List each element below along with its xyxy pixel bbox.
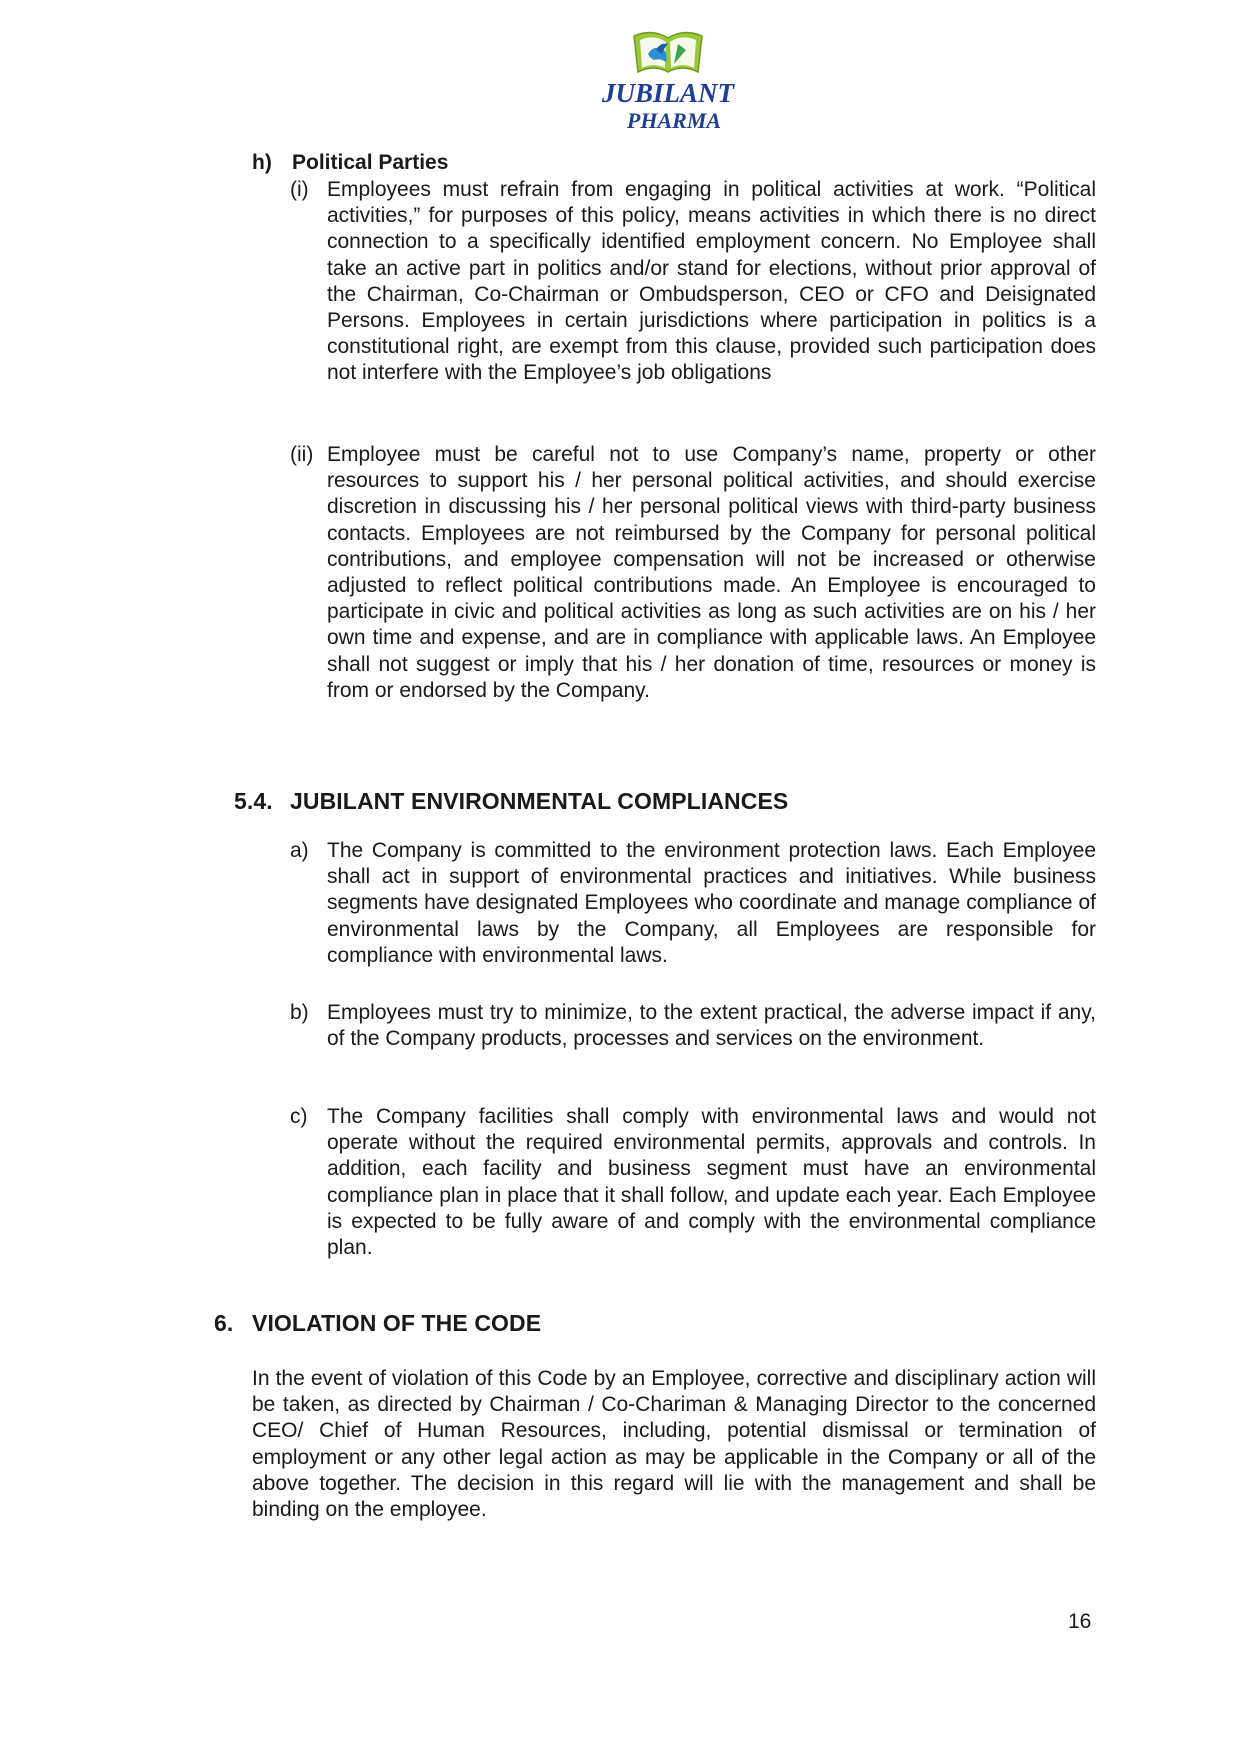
section-h-label: h) <box>252 151 272 174</box>
list-item <box>290 177 1096 387</box>
company-logo <box>594 14 742 142</box>
section-h-heading <box>252 151 448 175</box>
page-number: 16 <box>1068 1610 1092 1633</box>
section-6-paragraph: In the event of violation of this Code by an Employee, corrective and disciplinary action will be taken, as directed by Chairman / Co-Chariman & Managing Director to the concerned CEO/ Chief of Human Resources, including, potential dismissal or termination of employment or any other legal action as may be applicable in the Company or all of the above together. The decision in this regard will lie with the management and shall be binding on the employee. <box>252 1367 1096 1522</box>
list-item-text: Employee must be careful not to use Company’s name, property or other resources to support his / her personal political activities, and should exercise discretion in discussing his / her personal political views with third-party business contacts. Employees are not reimbursed by the Company for personal political contributions, and employee compensation will not be increased or otherwise adjusted to reflect political contributions made. An Employee is encouraged to participate in civic and political activities as long as such activities are on his / her own time and expense, and are in compliance with applicable laws. An Employee shall not suggest or imply that his / her donation of time, resources or money is from or endorsed by the Company. <box>327 443 1096 702</box>
section-6-heading <box>214 1310 541 1337</box>
list-item <box>290 1104 1096 1261</box>
section-number: 5.4. <box>234 788 273 814</box>
svg-text:PHARMA: PHARMA <box>626 108 722 133</box>
section-h-title: Political Parties <box>292 151 449 174</box>
section-title: VIOLATION OF THE CODE <box>252 1310 542 1336</box>
open-book-with-bird-icon <box>594 14 742 142</box>
list-item-label: b) <box>290 1001 309 1024</box>
section-5-4-heading <box>234 788 788 815</box>
list-item <box>290 1000 1096 1052</box>
list-item-label: (ii) <box>290 443 314 466</box>
list-item <box>290 442 1096 704</box>
list-item-text: Employees must try to minimize, to the extent practical, the adverse impact if any, of the Company products, processes and services on the environment. <box>327 1001 1096 1051</box>
section-number: 6. <box>214 1310 234 1336</box>
list-item <box>290 838 1096 969</box>
section-title: JUBILANT ENVIRONMENTAL COMPLIANCES <box>290 788 789 814</box>
list-item-label: a) <box>290 839 309 862</box>
list-item-label: c) <box>290 1105 308 1128</box>
list-item-text: The Company facilities shall comply with environmental laws and would not operate without the required environmental permits, approvals and controls. In addition, each facility and business segment must have an environmental compliance plan in place that it shall follow, and update each year. Each Employee is expected to be fully aware of and comply with the environmental compliance plan. <box>327 1105 1096 1260</box>
list-item-text: Employees must refrain from engaging in political activities at work. “Political activities,” for purposes of this policy, means activities in which there is no direct connection to a specifically identified employment concern. No Employee shall take an active part in politics and/or stand for elections, without prior approval of the Chairman, Co-Chairman or Ombudsperson, CEO or CFO and Deisignated Persons. Employees in certain jurisdictions where participation in politics is a constitutional right, are exempt from this clause, provided such participation does not interfere with the Employee’s job obligations <box>327 178 1096 385</box>
list-item-text: The Company is committed to the environment protection laws. Each Employee shall act in support of environmental practices and initiatives. While business segments have designated Employees who coordinate and manage compliance of environmental laws by the Company, all Employees are responsible for compliance with environmental laws. <box>327 839 1096 967</box>
svg-text:JUBILANT: JUBILANT <box>601 78 735 108</box>
list-item-label: (i) <box>290 178 309 201</box>
